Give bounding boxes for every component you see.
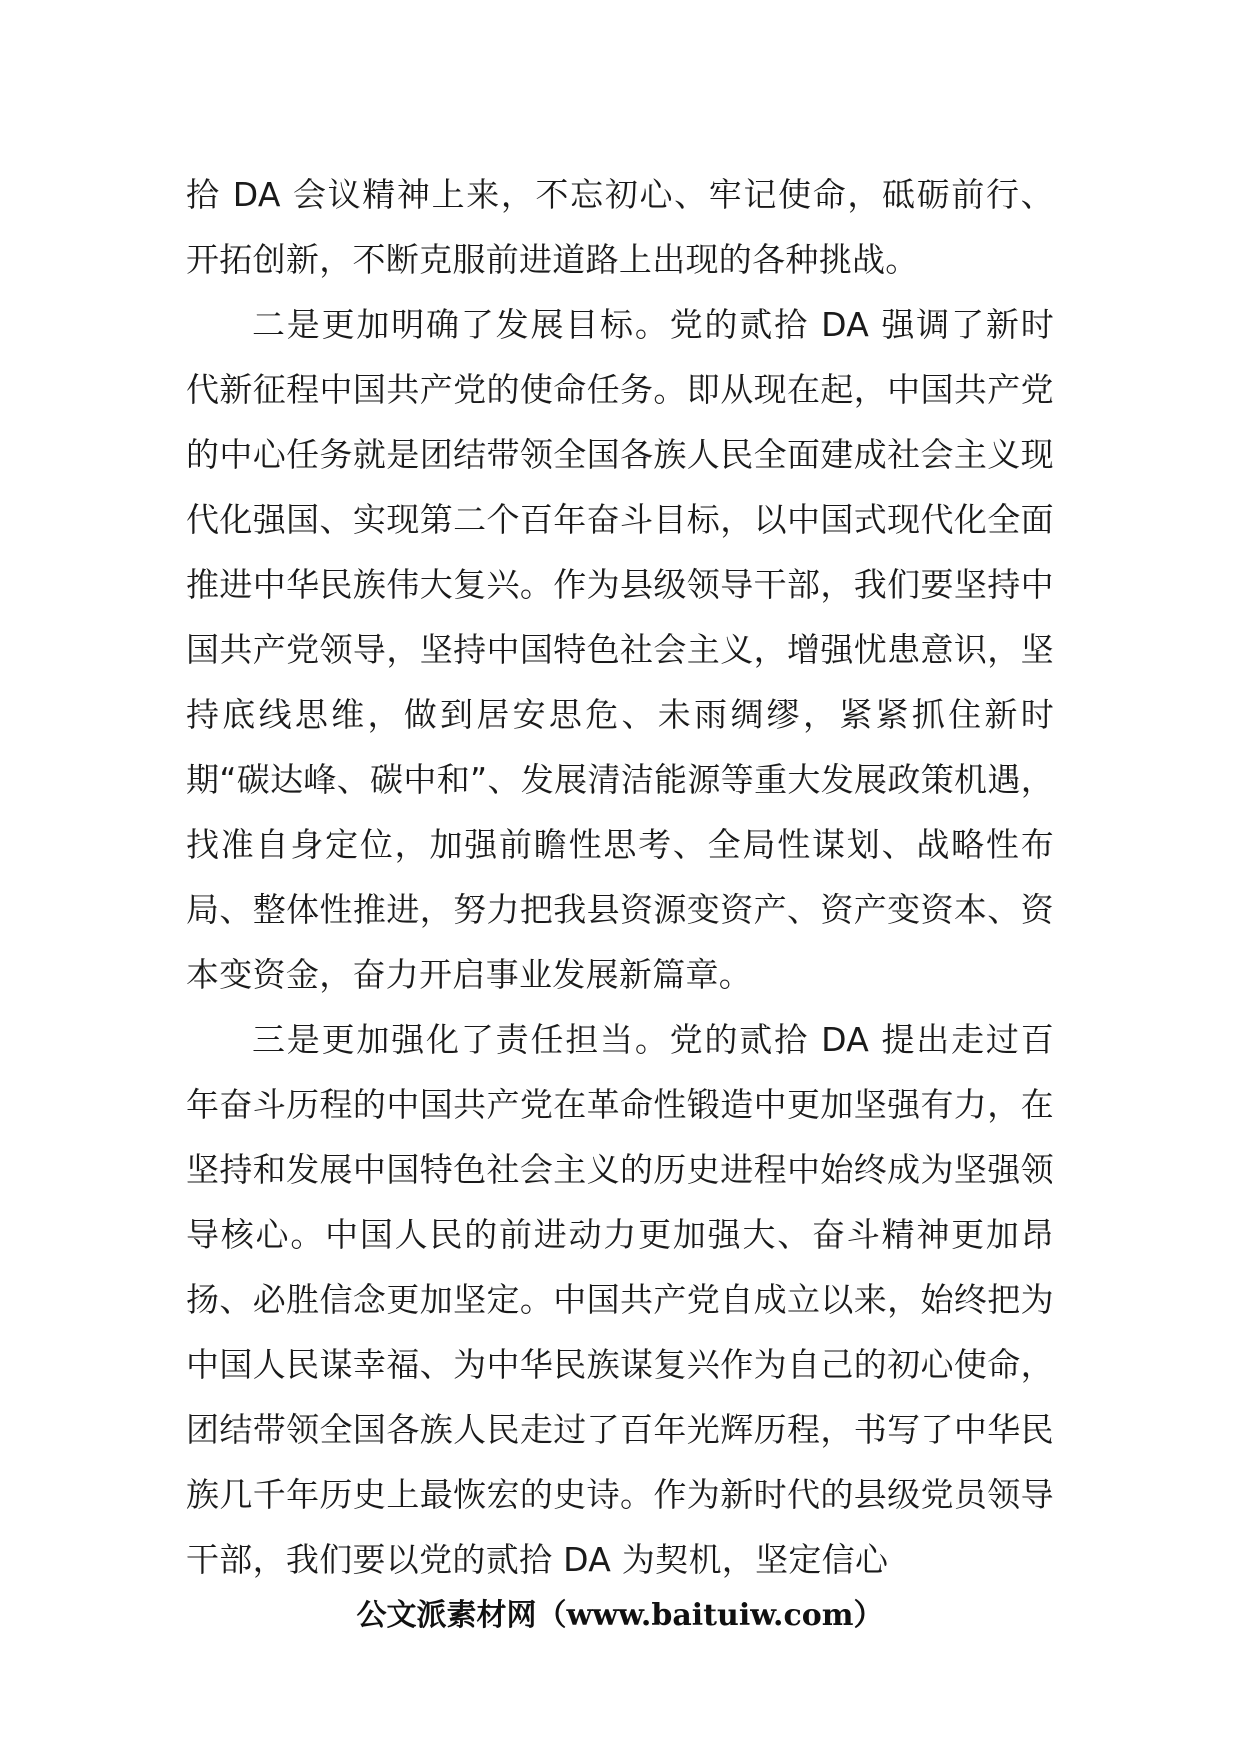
paragraph-development-goals: 二是更加明确了发展目标。党的贰拾 DA 强调了新时代新征程中国共产党的使命任务。即从现在起，中国共产党的中心任务就是团结带领全国各族人民全面建成社会主义现代化强国、实现第二个百年奋斗目标，以中国式现代化全面推进中华民族伟大复兴。作为县级领导干部，我们要坚持中国共产党领导，坚持中国特色社会主义，增强忧患意识，坚持底线思维，做到居安思危、未雨绸缪，紧紧抓住新时期“碳达峰、碳中和”、发展清洁能源等重大发展政策机遇，找准自身定位，加强前瞻性思考、全局性谋划、战略性布局、整体性推进，努力把我县资源变资产、资产变资本、资本变资金，奋力开启事业发展新篇章。 [186, 305, 1054, 994]
document-body [186, 162, 1054, 1592]
paragraph-responsibility: 三是更加强化了责任担当。党的贰拾 DA 提出走过百年奋斗历程的中国共产党在革命性锻造中更加坚强有力，在坚持和发展中国特色社会主义的历史进程中始终成为坚强领导核心。中国人民的前进动力更加强大、奋斗精神更加昂扬、必胜信念更加坚定。中国共产党自成立以来，始终把为中国人民谋幸福、为中华民族谋复兴作为自己的初心使命，团结带领全国各族人民走过了百年光辉历程，书写了中华民族几千年历史上最恢宏的史诗。作为新时代的县级党员领导干部，我们要以党的贰拾 DA 为契机，坚定信心 [186, 1020, 1054, 1579]
paragraph-continuation: 拾 DA 会议精神上来，不忘初心、牢记使命，砥砺前行、开拓创新，不断克服前进道路上出现的各种挑战。 [186, 175, 1054, 279]
footer-watermark: 公文派素材网（www.baituiw.com） [356, 1598, 884, 1633]
